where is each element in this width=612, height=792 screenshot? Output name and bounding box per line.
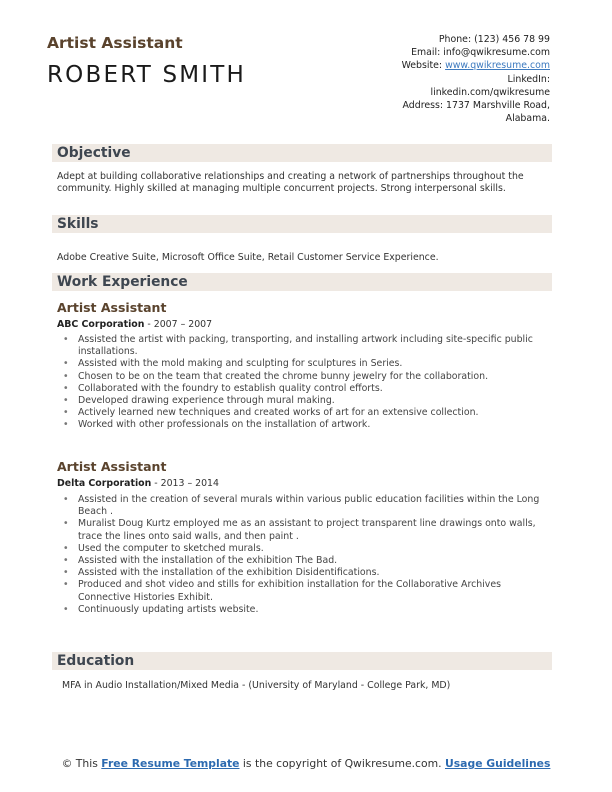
contact-linkedin-value: linkedin.com/qwikresume: [430, 86, 550, 98]
list-item: • Assisted with the mold making and sculpting for sculptures in Series.: [61, 358, 546, 370]
website-link[interactable]: www.qwikresume.com: [445, 60, 550, 72]
list-item: • Used the computer to sketched murals.: [61, 543, 546, 555]
list-item: • Assisted in the creation of several murals within various public education facilities within the Long Beach .: [61, 494, 546, 518]
contact-website: [320, 59, 550, 72]
job-dates: - 2007 – 2007: [144, 319, 213, 330]
contact-address-line1: Address: 1737 Marshville Road,: [402, 100, 550, 112]
copyright-footer: [60, 757, 552, 771]
skills-section-bar: [52, 215, 552, 233]
objective-heading: Objective: [57, 145, 131, 161]
footer-prefix: © This: [61, 757, 102, 770]
contact-phone: Phone: (123) 456 78 99: [438, 34, 550, 45]
list-item: • Collaborated with the foundry to establish quality control efforts.: [61, 383, 546, 395]
contact-block: [320, 33, 550, 125]
job-company-line: [57, 478, 219, 489]
objective-text: Adept at building collaborative relationships and creating a network of partnerships throughout the community. Highly skilled at managing multiple concurrent projects. Strong interpersonal skills.: [57, 171, 524, 194]
list-item: • Assisted with the installation of the exhibition Disidentifications.: [61, 567, 546, 579]
job-company: ABC Corporation: [57, 319, 145, 330]
free-resume-template-link[interactable]: Free Resume Template: [101, 757, 240, 770]
list-item: • Actively learned new techniques and created works of art for an extensive collection.: [61, 407, 546, 419]
list-item: • Chosen to be on the team that created the chrome bunny jewelry for the collaboration.: [61, 371, 546, 383]
job-company: Delta Corporation: [57, 478, 152, 489]
skills-heading: Skills: [57, 216, 99, 232]
list-item: • Assisted the artist with packing, transporting, and installing artwork including site-specific public installations.: [61, 334, 546, 358]
list-item: • Produced and shot video and stills for exhibition installation for the Collaborative Archives Connective Histories Exhibit.: [61, 579, 546, 603]
contact-email: Email: info@qwikresume.com: [411, 47, 550, 59]
job-bullets: [61, 494, 546, 616]
footer-middle: is the copyright of Qwikresume.com.: [239, 757, 445, 770]
skills-text: Adobe Creative Suite, Microsoft Office Suite, Retail Customer Service Experience.: [57, 252, 439, 263]
work-heading: Work Experience: [57, 274, 188, 290]
list-item: • Assisted with the installation of the exhibition The Bad.: [61, 555, 546, 567]
usage-guidelines-link[interactable]: Usage Guidelines: [444, 757, 551, 770]
education-heading: Education: [57, 653, 135, 669]
job-role: Artist Assistant: [57, 459, 167, 474]
job-bullets: [61, 334, 546, 432]
job-company-line: [57, 319, 212, 330]
list-item: • Worked with other professionals on the installation of artwork.: [61, 419, 546, 431]
website-label: Website:: [401, 60, 446, 72]
list-item: • Continuously updating artists website.: [61, 604, 546, 616]
job-dates: - 2013 – 2014: [151, 478, 219, 489]
contact-linkedin-label: LinkedIn:: [507, 73, 550, 85]
education-text: MFA in Audio Installation/Mixed Media - (University of Maryland - College Park, MD): [62, 680, 451, 691]
job-role: Artist Assistant: [57, 300, 167, 315]
list-item: • Developed drawing experience through mural making.: [61, 395, 546, 407]
candidate-name: ROBERT SMITH: [47, 62, 247, 88]
list-item: • Muralist Doug Kurtz employed me as an assistant to project transparent line drawings onto walls, trace the lines onto said walls, and then paint .: [61, 518, 546, 542]
contact-address-line2: Alabama.: [505, 113, 550, 125]
header-job-title: Artist Assistant: [47, 34, 183, 52]
